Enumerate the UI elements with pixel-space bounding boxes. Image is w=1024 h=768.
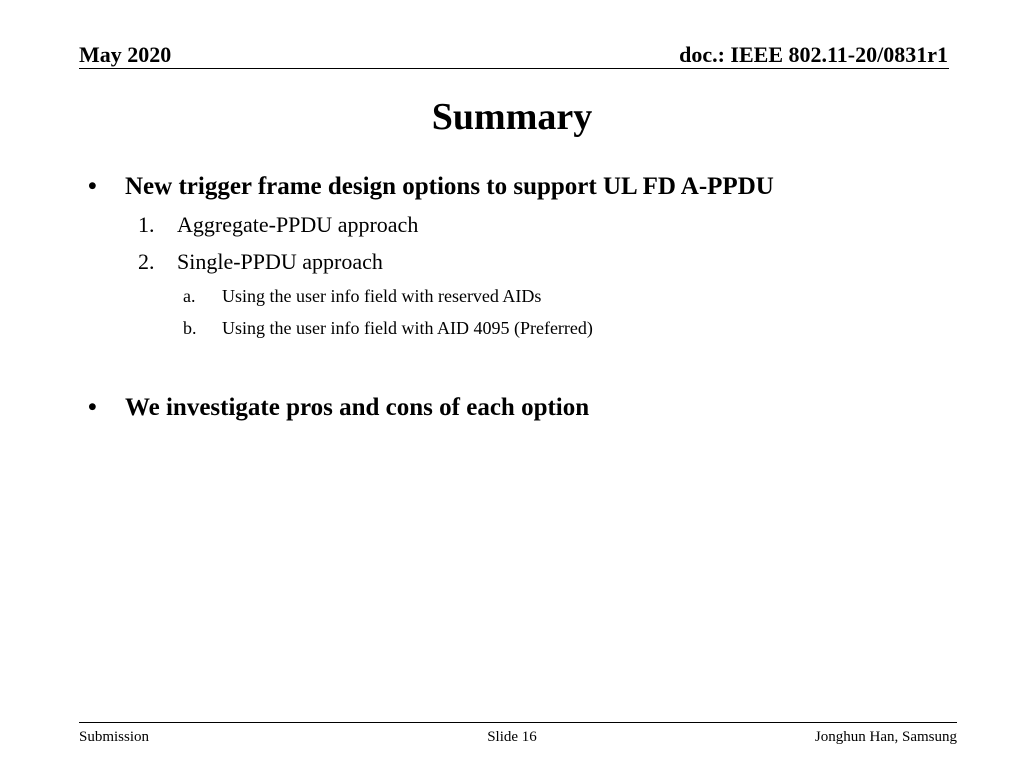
bullet-text: New trigger frame design options to support UL FD A-PPDU [125,173,774,200]
bullet-marker: • [88,173,97,200]
lettered-item [183,317,743,339]
numbered-marker: 1. [138,212,155,237]
numbered-item [138,212,638,238]
footer-submission: Submission [79,729,150,745]
header-divider [79,68,949,69]
footer-divider [79,722,957,723]
bullet-marker: • [88,394,97,421]
numbered-text: Aggregate-PPDU approach [177,212,419,237]
numbered-marker: 2. [138,249,155,274]
lettered-marker: b. [183,318,197,338]
numbered-text: Single-PPDU approach [177,249,383,274]
header-date: May 2020 [79,42,172,67]
footer-slide-number: Slide 16 [487,729,537,745]
slide-title: Summary [431,96,593,138]
footer-author: Jonghun Han, Samsung [814,729,957,745]
numbered-item [138,249,638,275]
lettered-marker: a. [183,286,196,306]
header-doc-id: doc.: IEEE 802.11-20/0831r1 [679,42,948,67]
bullet-item [88,393,908,423]
bullet-text: We investigate pros and cons of each option [125,394,590,421]
bullet-item [88,172,908,202]
lettered-item [183,285,743,307]
lettered-text: Using the user info field with AID 4095 (Preferred) [222,318,593,338]
lettered-text: Using the user info field with reserved AIDs [222,286,542,306]
